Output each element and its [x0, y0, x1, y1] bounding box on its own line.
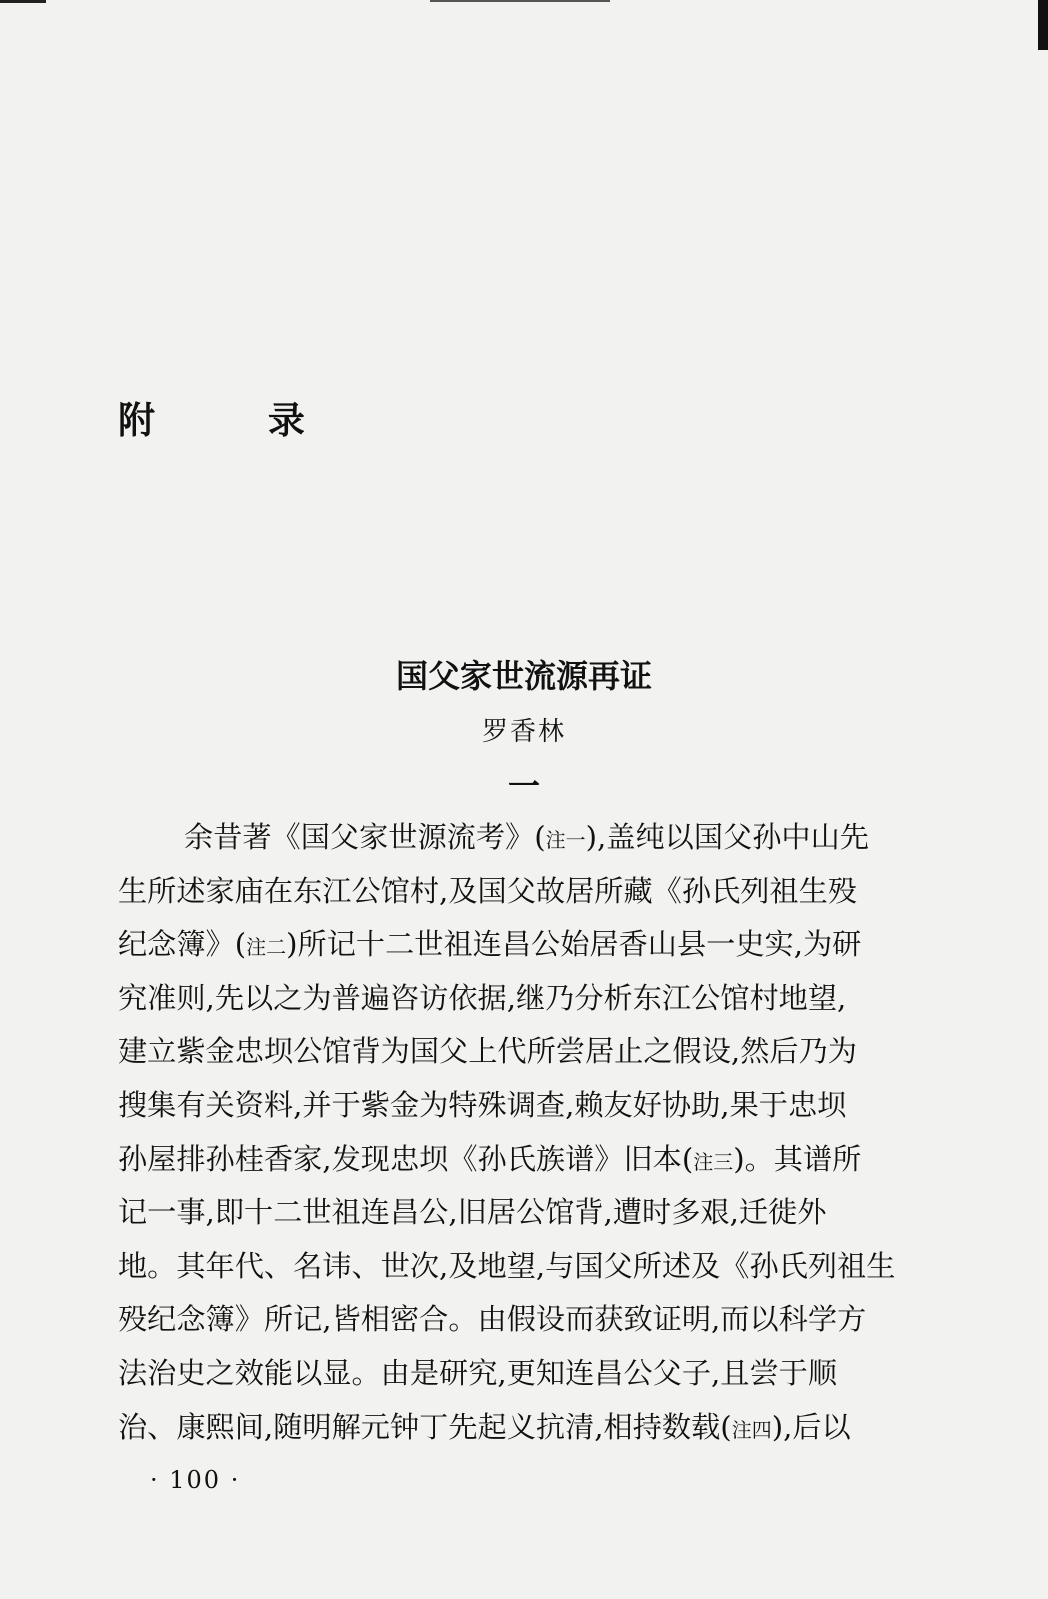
- text-run: 地。其年代、名讳、世次,及地望,与国父所述及《孙氏列祖生: [118, 1248, 896, 1283]
- section-heading: 附 录: [118, 399, 355, 442]
- text-run: ),盖纯以国父孙中山先: [585, 820, 869, 854]
- article-author: 罗香林: [481, 717, 566, 747]
- text-run: )。其谱所: [733, 1141, 862, 1176]
- text-run: 余昔著《国父家世源流考》(: [184, 820, 546, 854]
- article-title: 国父家世流源再证: [395, 657, 652, 695]
- text-line: [118, 972, 952, 1026]
- section-number: 一: [507, 767, 540, 805]
- footnote-marker: 注三: [693, 1149, 734, 1174]
- body-paragraph: [118, 811, 952, 1454]
- text-run: 搜集有关资料,并于紫金为特殊调查,赖友好协助,果于忠坝: [118, 1087, 847, 1122]
- text-line: [118, 1025, 952, 1079]
- text-run: 纪念簿》(: [118, 927, 247, 962]
- text-line: [118, 1133, 952, 1187]
- text-run: 生所述家庙在东江公馆村,及国父故居所藏《孙氏列祖生殁: [118, 873, 857, 908]
- page-number: · 100 ·: [150, 1466, 241, 1494]
- text-line: [118, 1186, 952, 1240]
- text-line: [118, 811, 952, 865]
- text-run: 孙屋排孙桂香家,发现忠坝《孙氏族谱》旧本(: [118, 1141, 694, 1176]
- text-line: [118, 1401, 952, 1455]
- top-border-mark: [430, 0, 610, 2]
- footnote-marker: 注二: [246, 935, 287, 960]
- text-run: ),后以: [771, 1409, 851, 1444]
- text-line: [118, 1079, 952, 1133]
- top-border-mark: [0, 0, 46, 3]
- text-run: 究准则,先以之为普遍咨访依据,继乃分析东江公馆村地望,: [118, 980, 847, 1015]
- page-edge-mark: [1038, 0, 1048, 50]
- text-run: 治、康熙间,随明解元钟丁先起义抗清,相持数载(: [118, 1409, 732, 1444]
- text-run: )所记十二世祖连昌公始居香山县一史实,为研: [286, 927, 862, 962]
- text-run: 记一事,即十二世祖连昌公,旧居公馆背,遭时多艰,迁徙外: [118, 1195, 827, 1230]
- text-line: [118, 1347, 952, 1401]
- text-line: [118, 918, 952, 972]
- text-run: 法治史之效能以显。由是研究,更知连昌公父子,且尝于顺: [118, 1355, 838, 1390]
- text-line: [118, 865, 952, 919]
- footnote-marker: 注四: [731, 1417, 772, 1442]
- text-run: 建立紫金忠坝公馆背为国父上代所尝居止之假设,然后乃为: [118, 1034, 857, 1069]
- text-line: [118, 1293, 952, 1347]
- text-line: [118, 1240, 952, 1294]
- footnote-marker: 注一: [545, 828, 586, 852]
- text-run: 殁纪念簿》所记,皆相密合。由假设而获致证明,而以科学方: [118, 1302, 867, 1337]
